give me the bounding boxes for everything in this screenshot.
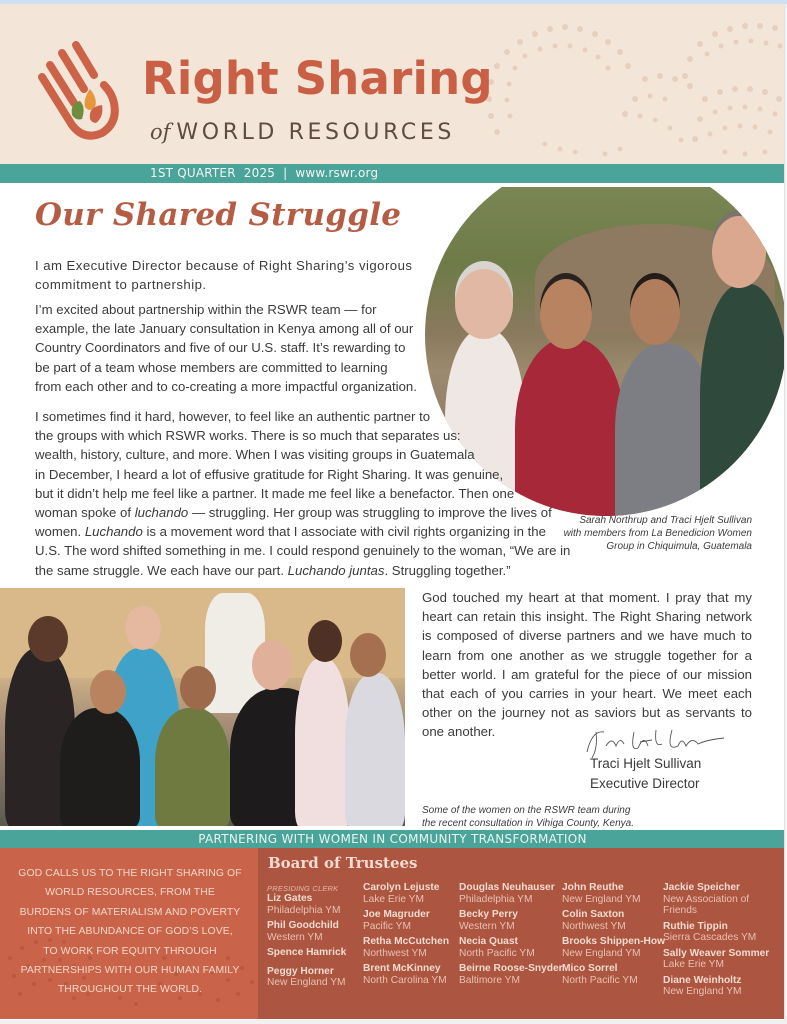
board-member: John Reuthe New England YM bbox=[562, 882, 641, 905]
signer-title: Executive Director bbox=[590, 776, 700, 791]
board-member: Phil Goodchild Western YM bbox=[267, 920, 339, 943]
board-column-1 bbox=[267, 884, 346, 993]
board-member: Retha McCutchen Northwest YM bbox=[363, 936, 450, 959]
mission-text: GOD CALLS US TO THE RIGHT SHARING OF WORLD RESOURCES, FROM THE BURDENS OF MATERIALISM AND POVERTY INTO THE ABUNDANCE OF GOD’S LOVE, TO WORK FOR EQUITY THROUGH PARTNERSHIPS WITH OUR HUMAN FAMILY THROUGHOUT THE WORLD. bbox=[18, 868, 242, 996]
board-member: Sally Weaver Sommer Lake Erie YM bbox=[663, 947, 770, 970]
brand-subtitle bbox=[150, 122, 455, 144]
board-title: Board of Trustees bbox=[268, 854, 418, 872]
board-member: Becky Perry Western YM bbox=[459, 909, 518, 932]
board-member: Spence Hamrick bbox=[267, 947, 347, 958]
board-of-trustees bbox=[258, 848, 785, 1019]
board-member: Mico Sorrel North Pacific YM bbox=[562, 963, 638, 986]
website-link[interactable]: www.rswr.org bbox=[295, 166, 379, 180]
board-member: Jackie Speicher New Association of Friends bbox=[663, 882, 750, 916]
brand-title: Right Sharing bbox=[142, 52, 493, 105]
board-member: Carolyn Lejuste Lake Erie YM bbox=[363, 882, 440, 905]
board-member: Brooks Shippen-How New England YM bbox=[562, 936, 666, 959]
board-column-3 bbox=[459, 882, 563, 990]
board-member: Douglas Neuhauser Philadelphia YM bbox=[459, 882, 555, 905]
issue-bar bbox=[0, 164, 785, 183]
paragraph-4: God touched my heart at that moment. I pray that my heart can retain this insight. The Right Sharing network is composed of diverse partners and we have much to learn from one another as we struggle together for a better world. I am grateful for the piece of our mission that each of you carries in your heart. We meet each other on the journey not as saviors but as servants to one another. bbox=[422, 590, 752, 740]
brand-subtitle-text: WORLD RESOURCES bbox=[176, 120, 455, 145]
newsletter-page bbox=[0, 4, 785, 1020]
issue-separator: | bbox=[283, 166, 288, 180]
board-member: Diane Weinholtz New England YM bbox=[663, 974, 742, 997]
board-member: Peggy Horner New England YM bbox=[267, 965, 346, 988]
mission-statement bbox=[0, 848, 258, 1019]
article-headline: Our Shared Struggle bbox=[35, 197, 402, 233]
board-member: Beirne Roose-Snyder Baltimore YM bbox=[459, 963, 563, 986]
board-member: Joe Magruder Pacific YM bbox=[363, 909, 430, 932]
paragraph-1: I am Executive Director because of Right Sharing’s vigorous commitment to partnership. bbox=[35, 258, 413, 293]
paragraph-3: I sometimes find it hard, however, to feel like an authentic partner to the groups with which RSWR works. There is so much that separates us: wealth, history, culture, and more. When I was visiting groups in Guatemala in December, I heard a lot of effusive gratitude for Right Sharing. It was genuine, but it didn’t help me feel like a partner. It made me feel like a benefactor. Then one woman spoke of luchando — struggling. Her group was struggling to improve the lives of women. Luchando is a movement word that I associate with civil rights organizing in the U.S. The word shifted something in me. I could respond genuinely to the woman, “We are in the same struggle. We each have our part. Luchando juntas. Struggling together.” bbox=[35, 409, 571, 578]
photo-person bbox=[700, 284, 785, 516]
brand-subtitle-of: of bbox=[150, 120, 171, 144]
kenya-team-photo bbox=[0, 588, 405, 826]
issue-date: 1ST QUARTER 2025 bbox=[150, 166, 276, 180]
hand-with-leaves-icon bbox=[32, 37, 127, 149]
dotted-arc-pattern bbox=[445, 4, 785, 164]
board-member: Colin Saxton Northwest YM bbox=[562, 909, 626, 932]
board-member: Liz Gates Philadelphia YM bbox=[267, 893, 341, 916]
board-column-5 bbox=[663, 882, 785, 1002]
presiding-clerk-label: PRESIDING CLERK bbox=[267, 884, 339, 893]
board-member: Necia Quast North Pacific YM bbox=[459, 936, 535, 959]
signer-block bbox=[590, 754, 701, 794]
board-member: Brent McKinney North Carolina YM bbox=[363, 963, 447, 986]
board-column-2 bbox=[363, 882, 449, 990]
paragraph-2: I’m excited about partnership within the RSWR team — for example, the late January consultation in Kenya among all of our Country Coordinators and five of our U.S. staff. It’s rewarding to be part of a team whose members are committed to learning from each other and to co-creating a more impactful organization. bbox=[35, 302, 417, 394]
kenya-photo-caption: Some of the women on the RSWR team during the recent consultation in Vihiga County, Kenya. bbox=[422, 805, 634, 829]
guatemala-photo-caption: Sarah Northrup and Traci Hjelt Sullivan with members from La Benedicion Women Group in Chiquimula, Guatemala bbox=[563, 515, 752, 552]
signer-name: Traci Hjelt Sullivan bbox=[590, 756, 702, 771]
tagline-bar: PARTNERING WITH WOMEN IN COMMUNITY TRANSFORMATION bbox=[0, 830, 785, 848]
photo-person bbox=[515, 339, 625, 516]
board-column-4 bbox=[562, 882, 665, 990]
masthead bbox=[0, 4, 785, 164]
board-member: Ruthie Tippin Sierra Cascades YM bbox=[663, 920, 757, 943]
